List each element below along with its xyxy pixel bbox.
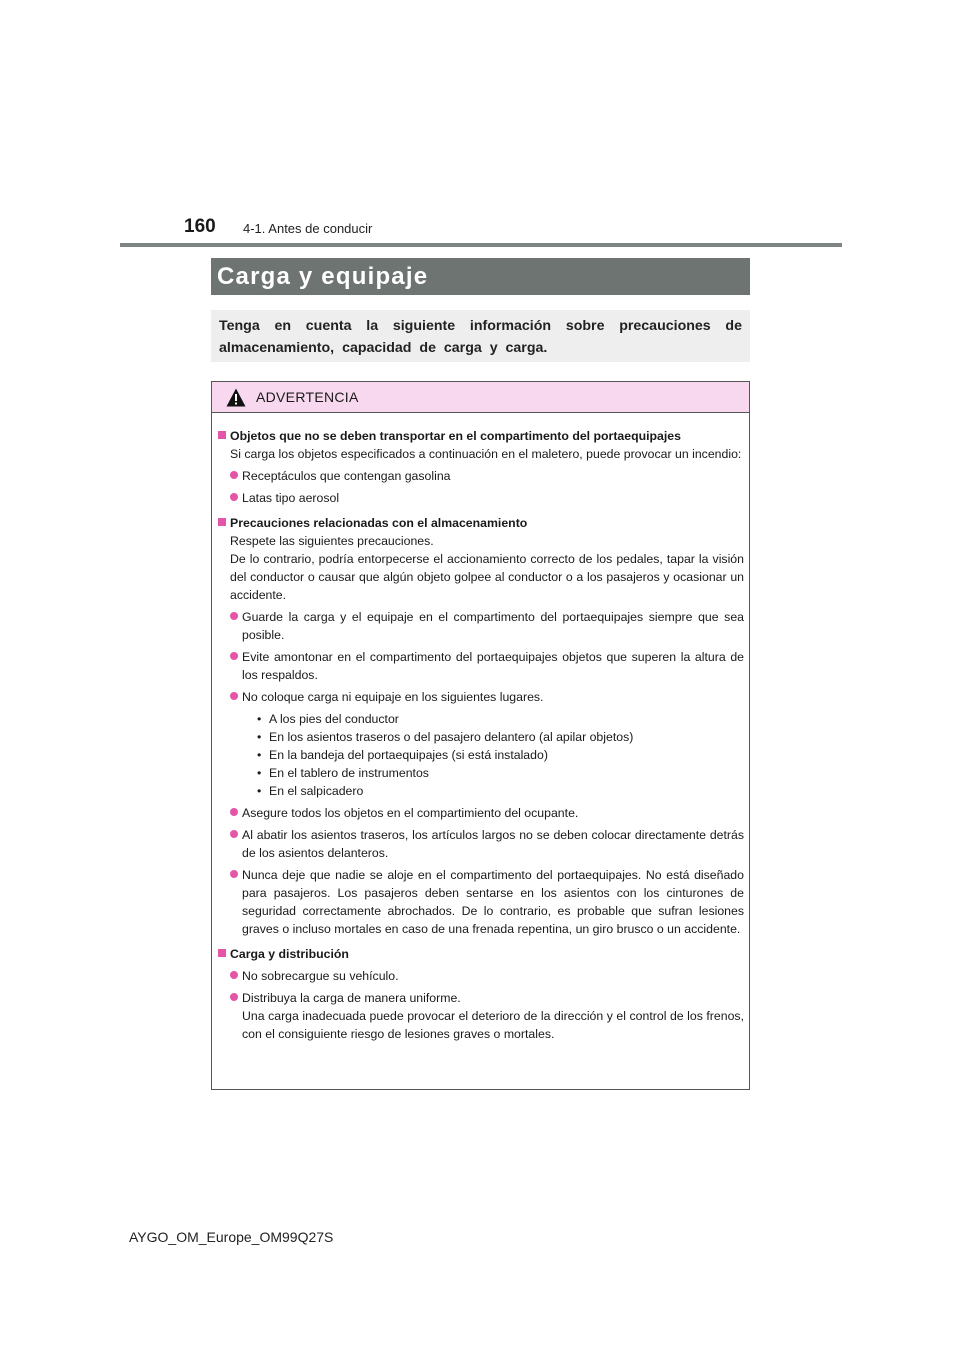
list-item-text: Latas tipo aerosol <box>242 491 340 505</box>
warning-body <box>218 427 744 1046</box>
page-title: Carga y equipaje <box>211 258 750 295</box>
section-heading: Objetos que no se deben transportar en el compartimento del portaequipajes <box>230 429 681 443</box>
warning-label: ADVERTENCIA <box>256 389 359 405</box>
list-item <box>230 967 744 985</box>
sub-list-item: • A los pies del conductor <box>257 712 399 726</box>
sub-list-item: • En los asientos traseros o del pasajero delantero (al apilar objetos) <box>257 730 634 744</box>
round-bullet-icon <box>230 692 238 700</box>
list-item-text: Asegure todos los objetos en el compartimiento del ocupante. <box>242 806 579 820</box>
warning-header <box>212 382 749 413</box>
intro-text: Tenga en cuenta la siguiente información sobre precauciones de almacenamiento, capacidad de carga y carga. <box>219 318 742 356</box>
document-footer: AYGO_OM_Europe_OM99Q27S <box>129 1229 334 1245</box>
warning-section <box>218 514 744 938</box>
warning-section <box>218 427 744 507</box>
section-heading: Precauciones relacionadas con el almacenamiento <box>230 516 528 530</box>
round-bullet-icon <box>230 612 238 620</box>
intro-box <box>211 310 750 362</box>
sub-list-item: • En el salpicadero <box>257 784 364 798</box>
square-bullet-icon <box>218 518 226 526</box>
list-item <box>230 648 744 684</box>
section-reference: 4-1. Antes de conducir <box>243 221 373 236</box>
warning-box <box>211 381 750 1090</box>
round-bullet-icon <box>230 870 238 878</box>
list-item-text: No coloque carga ni equipaje en los siguientes lugares. <box>242 690 544 704</box>
sub-list-item: • En el tablero de instrumentos <box>257 766 429 780</box>
round-bullet-icon <box>230 808 238 816</box>
warning-section <box>218 945 744 1043</box>
list-item-text: No sobrecargue su vehículo. <box>242 969 399 983</box>
round-bullet-icon <box>230 652 238 660</box>
list-item-text: Nunca deje que nadie se aloje en el compartimento del portaequipajes. No está diseñado para pasajeros. Los pasajeros deben sentarse en los asientos con los cinturones de seguridad correctamente abrochados. De lo contrario, es probable que sufran lesiones graves o incluso mortales en caso de una frenada repentina, un giro brusco o un accidente. <box>242 868 744 936</box>
list-item <box>230 688 744 800</box>
list-item <box>230 489 744 507</box>
list-item <box>230 989 744 1043</box>
square-bullet-icon <box>218 949 226 957</box>
list-item-text: Una carga inadecuada puede provocar el deterioro de la dirección y el control de los frenos, con el consiguiente riesgo de lesiones graves o mortales. <box>242 1009 744 1041</box>
list-item <box>230 467 744 485</box>
list-item-text: Guarde la carga y el equipaje en el compartimento del portaequipajes siempre que sea posible. <box>242 610 744 642</box>
sub-list-item: • En la bandeja del portaequipajes (si está instalado) <box>257 748 548 762</box>
sub-list <box>242 710 744 800</box>
list-item <box>230 826 744 862</box>
round-bullet-icon <box>230 830 238 838</box>
list-item-text: Distribuya la carga de manera uniforme. <box>242 991 461 1005</box>
round-bullet-icon <box>230 993 238 1001</box>
warning-triangle-icon <box>226 388 246 407</box>
section-paragraph: Si carga los objetos especificados a continuación en el maletero, puede provocar un incendio: <box>230 447 742 461</box>
list-item <box>230 804 744 822</box>
round-bullet-icon <box>230 971 238 979</box>
list-item <box>230 866 744 938</box>
list-item-text: Evite amontonar en el compartimento del portaequipajes objetos que superen la altura de los respaldos. <box>242 650 744 682</box>
round-bullet-icon <box>230 471 238 479</box>
round-bullet-icon <box>230 493 238 501</box>
header-divider <box>120 243 842 247</box>
section-paragraph: Respete las siguientes precauciones. <box>230 534 434 548</box>
section-heading: Carga y distribución <box>230 947 349 961</box>
list-item-text: Al abatir los asientos traseros, los artículos largos no se deben colocar directamente detrás de los asientos delanteros. <box>242 828 744 860</box>
square-bullet-icon <box>218 431 226 439</box>
section-paragraph: De lo contrario, podría entorpecerse el accionamiento correcto de los pedales, tapar la visión del conductor o causar que algún objeto golpee al conductor o a los pasajeros y ocasionar un accidente. <box>230 552 744 602</box>
list-item-text: Receptáculos que contengan gasolina <box>242 469 451 483</box>
page-number: 160 <box>184 216 216 237</box>
list-item <box>230 608 744 644</box>
